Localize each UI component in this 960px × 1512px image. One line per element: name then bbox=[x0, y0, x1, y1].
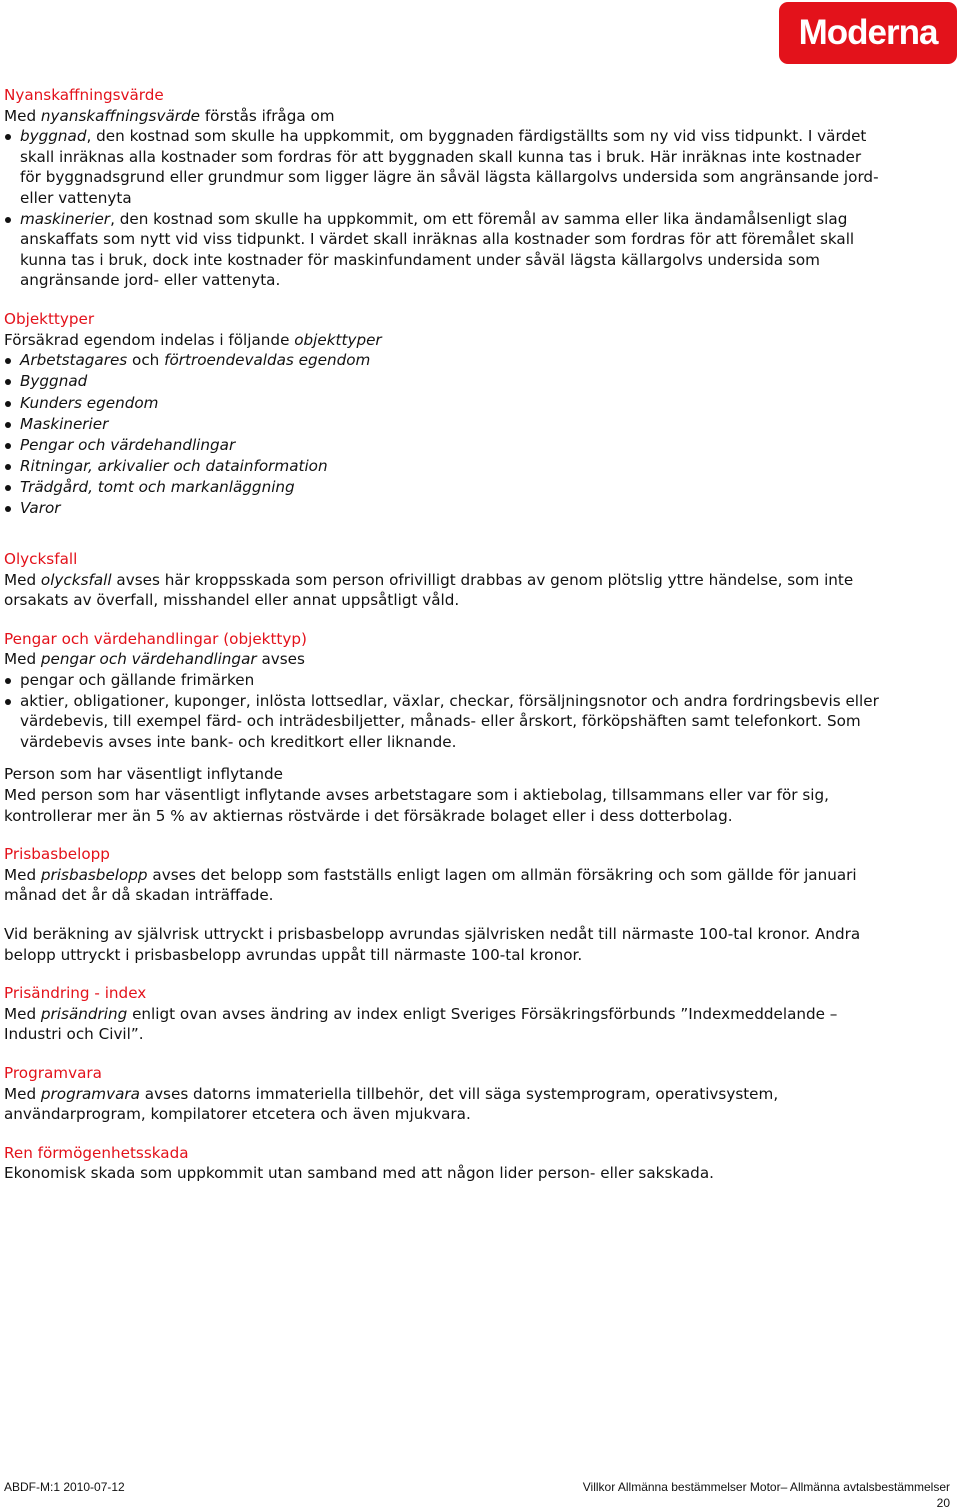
section-prisbasbelopp-rounding bbox=[4, 924, 884, 965]
section-intro: Försäkrad egendom indelas i följande objekttyper bbox=[4, 330, 382, 349]
section-prisbasbelopp bbox=[4, 844, 884, 906]
bullet-list bbox=[4, 350, 884, 519]
list-item: Maskinerier bbox=[4, 414, 884, 435]
section-heading: Olycksfall bbox=[4, 550, 78, 569]
section-heading: Objekttyper bbox=[4, 309, 95, 328]
list-item: Byggnad bbox=[4, 371, 884, 392]
list-item: Varor bbox=[4, 498, 884, 519]
section-text: Vid beräkning av självrisk uttryckt i prisbasbelopp avrundas självrisken nedåt till närmaste 100-tal kronor. Andra belopp uttryckt i prisbasbelopp avrundas uppåt till närmaste 100-tal kronor. bbox=[4, 924, 861, 964]
section-text: Med person som har väsentligt inflytande avses arbetstagare som i aktiebolag, tillsammans eller var för sig, kontrollerar mer än 5 % av aktiernas röstvärde i det försäkrade bolaget eller i dess dotterbolag. bbox=[4, 785, 829, 825]
footer-doc-id: ABDF-M:1 2010-07-12 bbox=[4, 1480, 125, 1494]
moderna-logo: Moderna bbox=[779, 2, 957, 64]
section-text: Med programvara avses datorns immateriella tillbehör, det vill säga systemprogram, operativsystem, användarprogram, kompilatorer etcetera och även mjukvara. bbox=[4, 1084, 779, 1124]
section-text: Med prisbasbelopp avses det belopp som fastställs enligt lagen om allmän försäkring och som gällde för januari månad det år då skadan inträffade. bbox=[4, 865, 857, 905]
section-text: Med olycksfall avses här kroppsskada som person ofrivilligt drabbas av genom plötslig yttre händelse, som inte orsakats av överfall, misshandel eller annat uppsåtligt våld. bbox=[4, 570, 854, 610]
footer-doc-title: Villkor Allmänna bestämmelser Motor– Allmänna avtalsbestämmelser bbox=[582, 1480, 950, 1494]
list-item: maskinerier, den kostnad som skulle ha uppkommit, om ett föremål av samma eller lika ändamålsenligt slag anskaffats som nytt vid viss tidpunkt. I värdet skall inräknas alla kostnader som fordras för att föremålet skall kunna tas i bruk, dock inte kostnader för maskinfundament under såväl lägsta källargolvs undersida som angränsande jord- eller vattenyta. bbox=[4, 209, 884, 291]
section-text: Ekonomisk skada som uppkommit utan samband med att någon lider person- eller sakskada. bbox=[4, 1164, 714, 1183]
section-heading: Prisändring - index bbox=[4, 984, 147, 1003]
section-heading: Pengar och värdehandlingar (objekttyp) bbox=[4, 629, 307, 648]
section-nyanskaffningsvarde bbox=[4, 85, 884, 291]
bullet-list bbox=[4, 126, 884, 291]
section-text: Med prisändring enligt ovan avses ändring av index enligt Sveriges Försäkringsförbunds ”Indexmeddelande – Industri och Civil”. bbox=[4, 1004, 838, 1044]
section-olycksfall bbox=[4, 549, 884, 611]
list-item: Pengar och värdehandlingar bbox=[4, 435, 884, 456]
section-heading: Programvara bbox=[4, 1063, 102, 1082]
section-heading-plain: Person som har väsentligt inflytande bbox=[4, 765, 283, 784]
section-intro: Med pengar och värdehandlingar avses bbox=[4, 650, 305, 669]
list-item: Trädgård, tomt och markanläggning bbox=[4, 477, 884, 498]
section-ren-formogenhetsskada bbox=[4, 1143, 884, 1184]
list-item: pengar och gällande frimärken bbox=[4, 670, 884, 691]
section-objekttyper bbox=[4, 309, 884, 519]
page-number: 20 bbox=[936, 1496, 950, 1510]
bullet-list bbox=[4, 670, 884, 752]
document-body bbox=[4, 85, 884, 1202]
list-item: aktier, obligationer, kuponger, inlösta lottsedlar, växlar, checkar, försäljningsnotor och andra fordringsbevis eller värdebevis, till exempel färd- och inträdesbiljetter, månads- eller årskort, förköpshäften samt telefonkort. Som värdebevis avses inte bank- och kreditkort eller liknande. bbox=[4, 691, 884, 753]
section-pengar bbox=[4, 629, 884, 753]
list-item: Ritningar, arkivalier och datainformation bbox=[4, 456, 884, 477]
section-prisandring bbox=[4, 983, 884, 1045]
section-heading: Ren förmögenhetsskada bbox=[4, 1143, 189, 1162]
section-person bbox=[4, 764, 884, 826]
section-intro: Med nyanskaffningsvärde förstås ifråga om bbox=[4, 106, 335, 125]
list-item: Arbetstagares och förtroendevaldas egendom bbox=[4, 350, 884, 371]
list-item: Kunders egendom bbox=[4, 393, 884, 414]
section-heading: Nyanskaffningsvärde bbox=[4, 86, 164, 104]
section-programvara bbox=[4, 1063, 884, 1125]
section-heading: Prisbasbelopp bbox=[4, 845, 110, 864]
list-item: byggnad, den kostnad som skulle ha uppkommit, om byggnaden färdigställts som ny vid viss tidpunkt. I värdet skall inräknas alla kostnader som fordras för att byggnaden skall kunna tas i bruk. Här inräknas inte kostnader för byggnadsgrund eller grundmur som ligger lägre än såväl lägsta källargolvs undersida som angränsande jord- eller vattenyta bbox=[4, 126, 884, 208]
